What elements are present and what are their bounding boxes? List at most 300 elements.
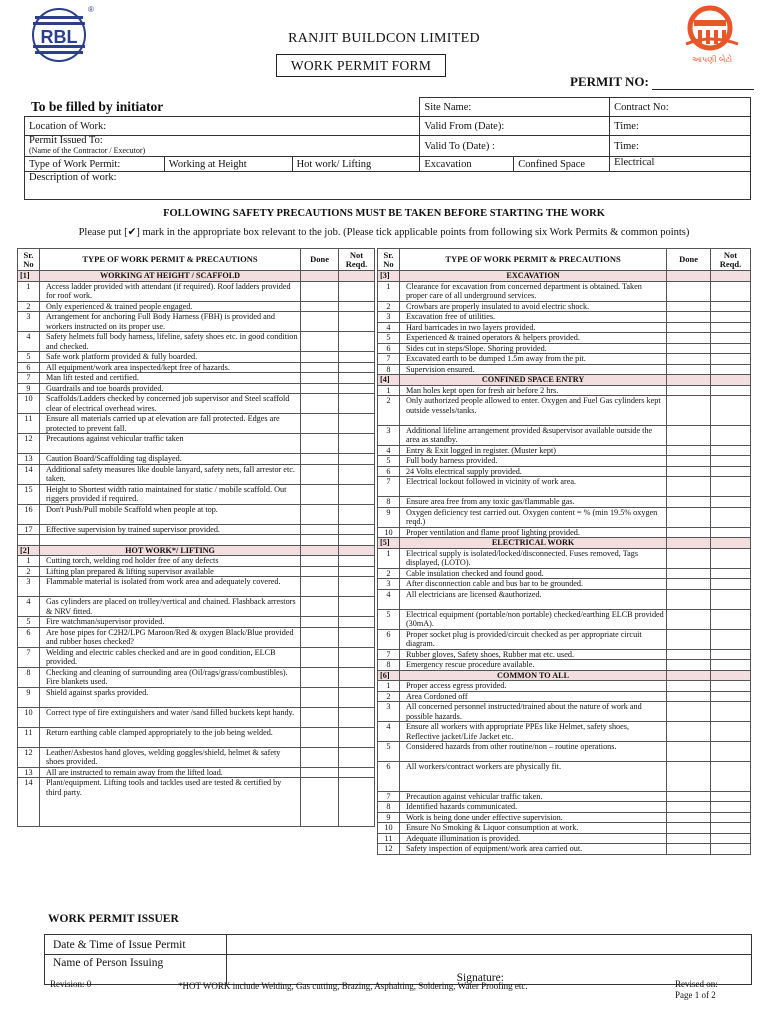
done-checkbox[interactable] [301, 464, 339, 484]
not-reqd-checkbox[interactable] [711, 802, 751, 813]
sr-no: 1 [378, 281, 400, 301]
done-checkbox[interactable] [667, 333, 711, 344]
not-reqd-checkbox[interactable] [339, 352, 375, 363]
done-checkbox[interactable] [667, 548, 711, 568]
not-reqd-checkbox[interactable] [711, 823, 751, 834]
precaution-row [378, 568, 751, 579]
section-row [18, 271, 375, 282]
not-reqd-checkbox[interactable] [711, 812, 751, 823]
sr-no: 16 [18, 504, 40, 524]
not-reqd-checkbox[interactable] [339, 566, 375, 577]
not-reqd-checkbox[interactable] [339, 535, 375, 546]
precaution-text: Lifting plan prepared & lifting supervisor available [39, 566, 300, 577]
done-checkbox[interactable] [301, 312, 339, 332]
sr-no: 3 [18, 312, 40, 332]
precaution-text: Entry & Exit logged in register. (Muster kept) [399, 445, 666, 456]
precaution-text: Ensure area free from any toxic gas/flammable gas. [399, 497, 666, 508]
valid-to-field[interactable]: Valid To (Date) : [420, 136, 610, 157]
precaution-text: Safety inspection of equipment/work area carried out. [399, 844, 666, 855]
not-reqd-checkbox[interactable] [339, 332, 375, 352]
precaution-row [378, 702, 751, 722]
done-checkbox[interactable] [667, 312, 711, 323]
done-checkbox[interactable] [667, 497, 711, 508]
precaution-row [378, 396, 751, 426]
not-reqd-checkbox[interactable] [339, 597, 375, 617]
done-checkbox[interactable] [667, 281, 711, 301]
precaution-text: All equipment/work area inspected/kept free of hazards. [39, 362, 300, 373]
done-checkbox[interactable] [667, 568, 711, 579]
precaution-text: Clearance for excavation from concerned department is obtained. Taken proper care of all underground services. [399, 281, 666, 301]
not-reqd-checkbox[interactable] [339, 281, 375, 301]
precaution-text: Safe work platform provided & fully boarded. [39, 352, 300, 363]
not-reqd-checkbox[interactable] [711, 322, 751, 333]
section-title: COMMON TO ALL [399, 670, 666, 681]
not-reqd-checkbox[interactable] [339, 647, 375, 667]
sr-no: 3 [378, 579, 400, 590]
precaution-row [18, 281, 375, 301]
precaution-row [378, 385, 751, 396]
precaution-text: Adequate illumination is provided. [399, 833, 666, 844]
done-checkbox[interactable] [301, 524, 339, 535]
not-reqd-checkbox[interactable] [711, 396, 751, 426]
sr-no: 7 [378, 649, 400, 660]
sr-no [18, 535, 40, 546]
not-reqd-checkbox[interactable] [711, 364, 751, 375]
precaution-row [18, 566, 375, 577]
contract-no-field[interactable]: Contract No: [610, 98, 751, 117]
done-checkbox[interactable] [667, 507, 711, 527]
permit-no-label: PERMIT NO: [570, 74, 649, 89]
not-reqd-checkbox[interactable] [339, 414, 375, 434]
sr-no: 2 [378, 691, 400, 702]
precaution-text: Are hose pipes for C2H2/LPG Maroon/Red & oxygen Black/Blue provided and rubber hoses checked? [39, 627, 300, 647]
sr-no: 9 [18, 687, 40, 707]
type-option-excavation[interactable]: Excavation [420, 157, 514, 172]
not-reqd-checkbox[interactable] [339, 362, 375, 373]
precaution-text: Area Cordoned off [399, 691, 666, 702]
done-checkbox[interactable] [301, 414, 339, 434]
precaution-row [378, 425, 751, 445]
not-reqd-checkbox[interactable] [339, 727, 375, 747]
done-checkbox[interactable] [667, 649, 711, 660]
revision-text: Revision: 0 [50, 979, 92, 989]
precaution-row [18, 617, 375, 628]
done-checkbox[interactable] [667, 702, 711, 722]
precaution-row [378, 660, 751, 671]
not-reqd-checkbox[interactable] [339, 464, 375, 484]
done-checkbox[interactable] [301, 332, 339, 352]
done-checkbox[interactable] [301, 281, 339, 301]
valid-from-field[interactable]: Valid From (Date): [420, 117, 610, 136]
precaution-text: All workers/contract workers are physically fit. [399, 762, 666, 792]
site-name-field[interactable]: Site Name: [420, 98, 610, 117]
done-checkbox[interactable] [667, 354, 711, 365]
not-reqd-checkbox[interactable] [339, 373, 375, 384]
precaution-text: Ensure all materials carried up at elevation are fall protected. Edges are protected to prevent fall. [39, 414, 300, 434]
permit-no-field[interactable] [652, 89, 754, 90]
not-reqd-checkbox[interactable] [711, 445, 751, 456]
done-checkbox[interactable] [667, 660, 711, 671]
done-checkbox[interactable] [301, 577, 339, 597]
done-checkbox[interactable] [667, 477, 711, 497]
precaution-row [18, 301, 375, 312]
sr-no: 14 [18, 778, 40, 827]
not-reqd-checkbox[interactable] [339, 524, 375, 535]
done-checkbox [301, 545, 339, 556]
precaution-text: Rubber gloves, Safety shoes, Rubber mat etc. used. [399, 649, 666, 660]
done-checkbox[interactable] [301, 667, 339, 687]
done-checkbox[interactable] [301, 556, 339, 567]
not-reqd-checkbox[interactable] [711, 691, 751, 702]
precaution-row [18, 373, 375, 384]
not-reqd-checkbox[interactable] [711, 425, 751, 445]
precaution-row [378, 681, 751, 692]
sr-no: 6 [18, 362, 40, 373]
precaution-row [378, 354, 751, 365]
done-checkbox[interactable] [667, 742, 711, 762]
not-reqd-checkbox[interactable] [339, 434, 375, 454]
done-checkbox[interactable] [667, 609, 711, 629]
precaution-row [378, 691, 751, 702]
done-checkbox[interactable] [667, 445, 711, 456]
sr-no: 2 [18, 301, 40, 312]
done-checkbox[interactable] [667, 681, 711, 692]
precaution-row [18, 687, 375, 707]
not-reqd-checkbox[interactable] [711, 466, 751, 477]
precaution-text: Additional safety measures like double lanyard, safety nets, fall arrestor etc. taken. [39, 464, 300, 484]
precaution-row [18, 727, 375, 747]
done-checkbox[interactable] [301, 394, 339, 414]
done-checkbox[interactable] [301, 454, 339, 465]
precaution-row [378, 844, 751, 855]
precaution-row [378, 649, 751, 660]
not-reqd-checkbox[interactable] [339, 667, 375, 687]
sr-no: 5 [378, 456, 400, 467]
precaution-row [18, 667, 375, 687]
done-checkbox[interactable] [301, 352, 339, 363]
not-reqd-checkbox[interactable] [711, 609, 751, 629]
not-reqd-checkbox[interactable] [339, 301, 375, 312]
sr-no: [2] [18, 545, 40, 556]
sr-no: 7 [378, 791, 400, 802]
not-reqd-checkbox[interactable] [711, 629, 751, 649]
not-reqd-checkbox[interactable] [711, 343, 751, 354]
not-reqd-checkbox[interactable] [339, 747, 375, 767]
sr-no: 3 [378, 702, 400, 722]
not-reqd-checkbox[interactable] [711, 333, 751, 344]
done-checkbox [667, 538, 711, 549]
done-checkbox[interactable] [667, 844, 711, 855]
sr-no-header: Sr. No [18, 249, 40, 271]
precaution-text: Checking and cleaning of surrounding area (Oil/rags/grass/combustibles). Fire blankets used. [39, 667, 300, 687]
not-reqd-checkbox[interactable] [339, 394, 375, 414]
sr-no: 11 [18, 414, 40, 434]
not-reqd-checkbox [339, 545, 375, 556]
section-title: ELECTRICAL WORK [399, 538, 666, 549]
precaution-text: After disconnection cable and bus bar to be grounded. [399, 579, 666, 590]
precaution-text: Only experienced & trained people engaged. [39, 301, 300, 312]
permit-issued-to-sublabel: (Name of the Contractor / Executor) [29, 146, 146, 155]
not-reqd-checkbox[interactable] [711, 681, 751, 692]
not-reqd-checkbox[interactable] [711, 762, 751, 792]
precaution-row [378, 477, 751, 497]
sr-no: 10 [378, 527, 400, 538]
precaution-text: Ensure No Smoking & Liquor consumption at work. [399, 823, 666, 834]
permit-issued-to-label: Permit Issued To: [29, 135, 103, 146]
done-checkbox[interactable] [301, 647, 339, 667]
precaution-row [378, 333, 751, 344]
not-reqd-checkbox[interactable] [339, 767, 375, 778]
not-reqd-checkbox[interactable] [711, 742, 751, 762]
not-reqd-checkbox[interactable] [711, 579, 751, 590]
precaution-row [378, 548, 751, 568]
done-checkbox[interactable] [301, 617, 339, 628]
done-checkbox[interactable] [667, 396, 711, 426]
not-reqd-checkbox[interactable] [711, 497, 751, 508]
time-to-field[interactable]: Time: [610, 136, 751, 157]
permit-issued-to-field[interactable] [25, 136, 420, 157]
done-checkbox[interactable] [301, 707, 339, 727]
precaution-text: Fire watchman/supervisor provided. [39, 617, 300, 628]
sr-no: 4 [18, 597, 40, 617]
done-checkbox[interactable] [301, 687, 339, 707]
sr-no: 5 [378, 609, 400, 629]
precaution-row [18, 312, 375, 332]
done-checkbox[interactable] [667, 812, 711, 823]
not-reqd-checkbox[interactable] [711, 527, 751, 538]
done-checkbox[interactable] [301, 727, 339, 747]
type-option-hotwork[interactable]: Hot work/ Lifting [292, 157, 420, 172]
sr-no: 2 [378, 568, 400, 579]
precaution-text: All are instructed to remain away from the lifted load. [39, 767, 300, 778]
done-checkbox[interactable] [667, 456, 711, 467]
location-field[interactable]: Location of Work: [25, 117, 420, 136]
sr-no: 7 [18, 647, 40, 667]
done-checkbox[interactable] [667, 425, 711, 445]
done-checkbox[interactable] [667, 322, 711, 333]
issue-datetime-label: Date & Time of Issue Permit [45, 935, 227, 955]
not-reqd-checkbox[interactable] [339, 312, 375, 332]
not-reqd-checkbox[interactable] [339, 383, 375, 394]
done-checkbox[interactable] [301, 778, 339, 827]
sr-no: 1 [18, 556, 40, 567]
done-checkbox[interactable] [667, 791, 711, 802]
time-from-field[interactable]: Time: [610, 117, 751, 136]
sr-no: 12 [378, 844, 400, 855]
not-reqd-checkbox[interactable] [339, 454, 375, 465]
not-reqd-checkbox[interactable] [711, 660, 751, 671]
precaution-text: Man lift tested and certified. [39, 373, 300, 384]
done-checkbox[interactable] [667, 301, 711, 312]
not-reqd-checkbox [339, 271, 375, 282]
done-checkbox[interactable] [301, 484, 339, 504]
sr-no: 8 [378, 660, 400, 671]
not-reqd-checkbox[interactable] [711, 312, 751, 323]
precaution-text: Experienced & trained operators & helpers provided. [399, 333, 666, 344]
sr-no: 9 [18, 383, 40, 394]
sr-no: 5 [18, 617, 40, 628]
done-checkbox[interactable] [667, 589, 711, 609]
precaution-row [378, 281, 751, 301]
precaution-text: Arrangement for anchoring Full Body Harness (FBH) is provided and workers instructed on its proper use. [39, 312, 300, 332]
not-reqd-checkbox[interactable] [339, 778, 375, 827]
sr-no: 3 [378, 312, 400, 323]
not-reqd-checkbox[interactable] [711, 456, 751, 467]
sr-no: 5 [378, 333, 400, 344]
precaution-text: Electrical equipment (portable/non portable) checked/earthing ELCB provided (30mA). [399, 609, 666, 629]
not-reqd-checkbox[interactable] [339, 707, 375, 727]
precaution-text: Scaffolds/Ladders checked by concerned job supervisor and Steel scaffold clear of electrical overhead wires. [39, 394, 300, 414]
section-row [378, 670, 751, 681]
not-reqd-checkbox[interactable] [711, 281, 751, 301]
done-checkbox[interactable] [301, 504, 339, 524]
done-checkbox[interactable] [301, 566, 339, 577]
precaution-text: Cutting torch, welding rod holder free of any defects [39, 556, 300, 567]
done-checkbox[interactable] [667, 833, 711, 844]
precaution-text: Excavated earth to be dumped 1.5m away from the pit. [399, 354, 666, 365]
sr-no: 4 [378, 445, 400, 456]
initiator-heading: To be filled by initiator [31, 99, 164, 114]
done-header: Done [301, 249, 339, 271]
not-reqd-checkbox[interactable] [339, 484, 375, 504]
precaution-text: Electrical supply is isolated/locked/disconnected. Fuses removed, Tags displayed, (LOTO). [399, 548, 666, 568]
revised-info [675, 979, 718, 1001]
precaution-row [378, 579, 751, 590]
not-reqd-checkbox[interactable] [711, 354, 751, 365]
precautions-table-left [17, 248, 375, 827]
not-reqd-checkbox[interactable] [711, 844, 751, 855]
not-reqd-checkbox[interactable] [711, 589, 751, 609]
svg-text:આપણી બેટો: આપણી બેટો [691, 55, 733, 64]
done-checkbox[interactable] [667, 527, 711, 538]
not-reqd-checkbox[interactable] [711, 548, 751, 568]
done-checkbox[interactable] [667, 762, 711, 792]
precaution-row [378, 445, 751, 456]
sr-no: 7 [378, 354, 400, 365]
initiator-table [24, 97, 751, 200]
issue-datetime-field[interactable] [226, 935, 751, 955]
precaution-row [18, 767, 375, 778]
precaution-text: Access ladder provided with attendant (if required). Roof ladders provided for roof work. [39, 281, 300, 301]
sr-no: [4] [378, 375, 400, 386]
not-reqd-checkbox[interactable] [339, 577, 375, 597]
not-reqd-checkbox[interactable] [339, 556, 375, 567]
precaution-text: Correct type of fire extinguishers and water /sand filled buckets kept handy. [39, 707, 300, 727]
done-checkbox[interactable] [667, 579, 711, 590]
done-checkbox[interactable] [667, 343, 711, 354]
type-option-confined[interactable]: Confined Space [514, 157, 610, 172]
done-checkbox[interactable] [667, 722, 711, 742]
company-name: RANJIT BUILDCON LIMITED [288, 31, 480, 46]
not-reqd-checkbox[interactable] [711, 649, 751, 660]
precaution-text [39, 535, 300, 546]
precaution-text: Return earthing cable clamped appropriately to the job being welded. [39, 727, 300, 747]
not-reqd-checkbox[interactable] [711, 568, 751, 579]
not-reqd-checkbox [711, 271, 751, 282]
precautions-heading: FOLLOWING SAFETY PRECAUTIONS MUST BE TAKEN BEFORE STARTING THE WORK [163, 208, 605, 219]
not-reqd-checkbox[interactable] [711, 791, 751, 802]
done-checkbox[interactable] [301, 747, 339, 767]
sr-no: 13 [18, 767, 40, 778]
not-reqd-checkbox[interactable] [711, 702, 751, 722]
done-checkbox[interactable] [301, 362, 339, 373]
precaution-row [378, 722, 751, 742]
description-field[interactable]: Description of work: [25, 172, 751, 200]
type-option-height[interactable]: Working at Height [164, 157, 292, 172]
precaution-row [18, 627, 375, 647]
precaution-row [378, 629, 751, 649]
done-checkbox[interactable] [667, 385, 711, 396]
done-checkbox[interactable] [301, 301, 339, 312]
done-checkbox[interactable] [301, 767, 339, 778]
sr-no: 10 [18, 394, 40, 414]
not-reqd-checkbox[interactable] [711, 507, 751, 527]
done-checkbox[interactable] [301, 383, 339, 394]
not-reqd-checkbox[interactable] [711, 722, 751, 742]
not-reqd-checkbox[interactable] [711, 301, 751, 312]
precaution-row [18, 535, 375, 546]
precaution-text: Plant/equipment. Lifting tools and tackles used are tested & certified by third party. [39, 778, 300, 827]
section-title: WORKING AT HEIGHT / SCAFFOLD [39, 271, 300, 282]
done-checkbox[interactable] [667, 466, 711, 477]
done-checkbox[interactable] [301, 535, 339, 546]
precaution-text: Only authorized people allowed to enter. Oxygen and Fuel Gas cylinders kept outside vessels/tanks. [399, 396, 666, 426]
not-reqd-checkbox[interactable] [339, 617, 375, 628]
precaution-row [378, 823, 751, 834]
revised-on-text: Revised on: [675, 979, 718, 989]
not-reqd-checkbox[interactable] [339, 504, 375, 524]
not-reqd-checkbox[interactable] [711, 385, 751, 396]
done-checkbox[interactable] [667, 823, 711, 834]
precaution-row [18, 414, 375, 434]
precaution-row [18, 747, 375, 767]
issuer-table [44, 934, 752, 985]
type-option-electrical[interactable]: Electrical [610, 157, 751, 172]
precaution-row [378, 312, 751, 323]
done-checkbox[interactable] [301, 627, 339, 647]
done-checkbox[interactable] [301, 373, 339, 384]
sr-no: 4 [378, 722, 400, 742]
sr-no: 8 [378, 802, 400, 813]
not-reqd-checkbox[interactable] [339, 627, 375, 647]
done-checkbox[interactable] [667, 364, 711, 375]
not-reqd-checkbox[interactable] [339, 687, 375, 707]
done-checkbox[interactable] [667, 629, 711, 649]
sr-no: 10 [18, 707, 40, 727]
sr-no: 17 [18, 524, 40, 535]
precaution-text: Full body harness provided. [399, 456, 666, 467]
done-checkbox[interactable] [301, 434, 339, 454]
precaution-text: Effective supervision by trained supervisor provided. [39, 524, 300, 535]
precaution-text: Identified hazards communicated. [399, 802, 666, 813]
precaution-row [378, 527, 751, 538]
done-header: Done [667, 249, 711, 271]
issuer-name-field[interactable] [226, 955, 751, 985]
sr-no: 7 [18, 373, 40, 384]
not-reqd-checkbox [711, 375, 751, 386]
done-checkbox[interactable] [667, 691, 711, 702]
precaution-text: 24 Volts electrical supply provided. [399, 466, 666, 477]
section-title: HOT WORK*/ LIFTING [39, 545, 300, 556]
precaution-text: Ensure all workers with appropriate PPEs like Helmet, safety shoes, Reflective jacket/Life Jacket etc. [399, 722, 666, 742]
done-checkbox[interactable] [301, 597, 339, 617]
precaution-row [378, 301, 751, 312]
not-reqd-checkbox[interactable] [711, 477, 751, 497]
not-reqd-checkbox[interactable] [711, 833, 751, 844]
sr-no-header: Sr. No [378, 249, 400, 271]
done-checkbox[interactable] [667, 802, 711, 813]
sr-no: 6 [378, 762, 400, 792]
